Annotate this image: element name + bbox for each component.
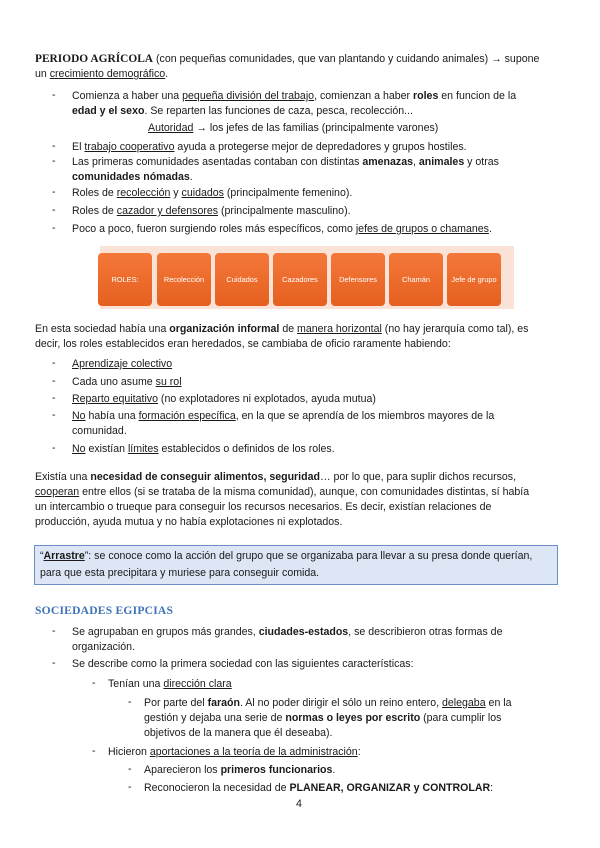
paragraph-line: cooperan entre ellos (si se trataba de la misma comunidad), aunque, con comunidades distintas, sí había [35,486,530,498]
note-line: para que esta precipitara y muriese para conseguir comida. [40,567,320,579]
intro-line-2: un crecimiento demográfico. [35,68,169,80]
list-item: Se agrupaban en grupos más grandes, ciudades-estados, se describieron otras formas de [72,626,503,638]
bullet-dash: - [52,442,56,454]
sub-sub-list-item: Aparecieron los primeros funcionarios. [144,764,336,776]
bullet-dash: - [52,625,56,637]
list-item: Roles de cazador y defensores (principalmente masculino). [72,205,351,217]
period-title: PERIODO AGRÍCOLA [35,53,154,65]
sub-sub-list-item-continuation: gestión y dejaba una serie de normas o leyes por escrito (para cumplir los [144,712,502,724]
role-box: Defensores [331,253,385,306]
bullet-dash: - [52,155,56,167]
roles-box: ROLES: [98,253,152,306]
bullet-dash: - [52,140,56,152]
list-item-continuation: edad y el sexo. Se reparten las funciones de caza, pesca, recolección... [72,105,413,117]
list-item: No existían límites establecidos o definidos de los roles. [72,443,335,455]
bullet-dash: - [52,222,56,234]
demographic-growth-text: crecimiento demográfico [49,68,166,80]
role-box: Cazadores [273,253,327,306]
section-heading: SOCIEDADES EGIPCIAS [35,604,174,617]
sub-list-item: Tenían una dirección clara [108,678,232,690]
bullet-dash: - [52,204,56,216]
authority-line: Autoridad → los jefes de las familias (principalmente varones) [148,122,439,134]
list-item-continuation: comunidades nómadas. [72,171,193,183]
role-box: Jefe de grupo [447,253,501,306]
role-box: Recolección [157,253,211,306]
sub-bullet-dash: - [92,677,96,689]
role-box: Chamán [389,253,443,306]
list-item: Cada uno asume su rol [72,376,182,388]
arrastre-term: Arrastre [43,550,85,562]
page-number: 4 [296,798,302,810]
sub-sub-bullet-dash: - [128,781,132,793]
sub-sub-list-item: Por parte del faraón. Al no poder dirigir el sólo un reino entero, delegaba en la [144,697,512,709]
bullet-dash: - [52,186,56,198]
list-item: Comienza a haber una pequeña división del trabajo, comienzan a haber roles en funcion de la [72,90,517,102]
sub-sub-bullet-dash: - [128,763,132,775]
paragraph-line: un intercambio o trueque para conseguir los recursos necesarios. Es decir, existían relaciones de [35,501,492,513]
sub-list-item: Hicieron aportaciones a la teoría de la administración: [108,746,361,758]
sub-sub-list-item-continuation: objetivos de la manera que él deseaba). [144,727,333,739]
bullet-dash: - [52,657,56,669]
bullet-dash: - [52,89,56,101]
paragraph-line: producción, ayuda mutua y no había explotaciones ni explotados. [35,516,343,528]
sub-bullet-dash: - [92,745,96,757]
list-item: Roles de recolección y cuidados (principalmente femenino). [72,187,353,199]
bullet-dash: - [52,375,56,387]
paragraph-line: decir, los roles establecidos eran heredados, se cambiaba de oficio raramente habiendo: [35,338,451,350]
list-item: Se describe como la primera sociedad con las siguientes características: [72,658,414,670]
list-item: El trabajo cooperativo ayuda a protegerse mejor de depredadores y grupos hostiles. [72,141,467,153]
note-line: “Arrastre”: se conoce como la acción del grupo que se organizaba para llevar a su presa donde querían, [40,550,533,562]
list-item: Reparto equitativo (no explotadores ni explotados, ayuda mutua) [72,393,376,405]
sub-sub-bullet-dash: - [128,696,132,708]
paragraph-line: En esta sociedad había una organización informal de manera horizontal (no hay jerarquía como tal), es [35,323,529,335]
list-item: Las primeras comunidades asentadas contaban con distintas amenazas, animales y otras [72,156,499,168]
list-item-continuation: organización. [72,641,136,653]
sub-sub-list-item: Reconocieron la necesidad de PLANEAR, ORGANIZAR y CONTROLAR: [144,782,494,794]
intro-line-1: PERIODO AGRÍCOLA (con pequeñas comunidades, que van plantando y cuidando animales) → supone [35,53,540,65]
bullet-dash: - [52,357,56,369]
bullet-dash: - [52,392,56,404]
role-box: Cuidados [215,253,269,306]
bullet-dash: - [52,409,56,421]
list-item: Poco a poco, fueron surgiendo roles más específicos, como jefes de grupos o chamanes. [72,223,492,235]
paragraph-line: Existía una necesidad de conseguir alimentos, seguridad… por lo que, para suplir dichos recursos, [35,471,517,483]
list-item: Aprendizaje colectivo [72,358,173,370]
list-item-continuation: comunidad. [72,425,127,437]
list-item: No había una formación específica, en la que se aprendía de los miembros mayores de la [72,410,495,422]
